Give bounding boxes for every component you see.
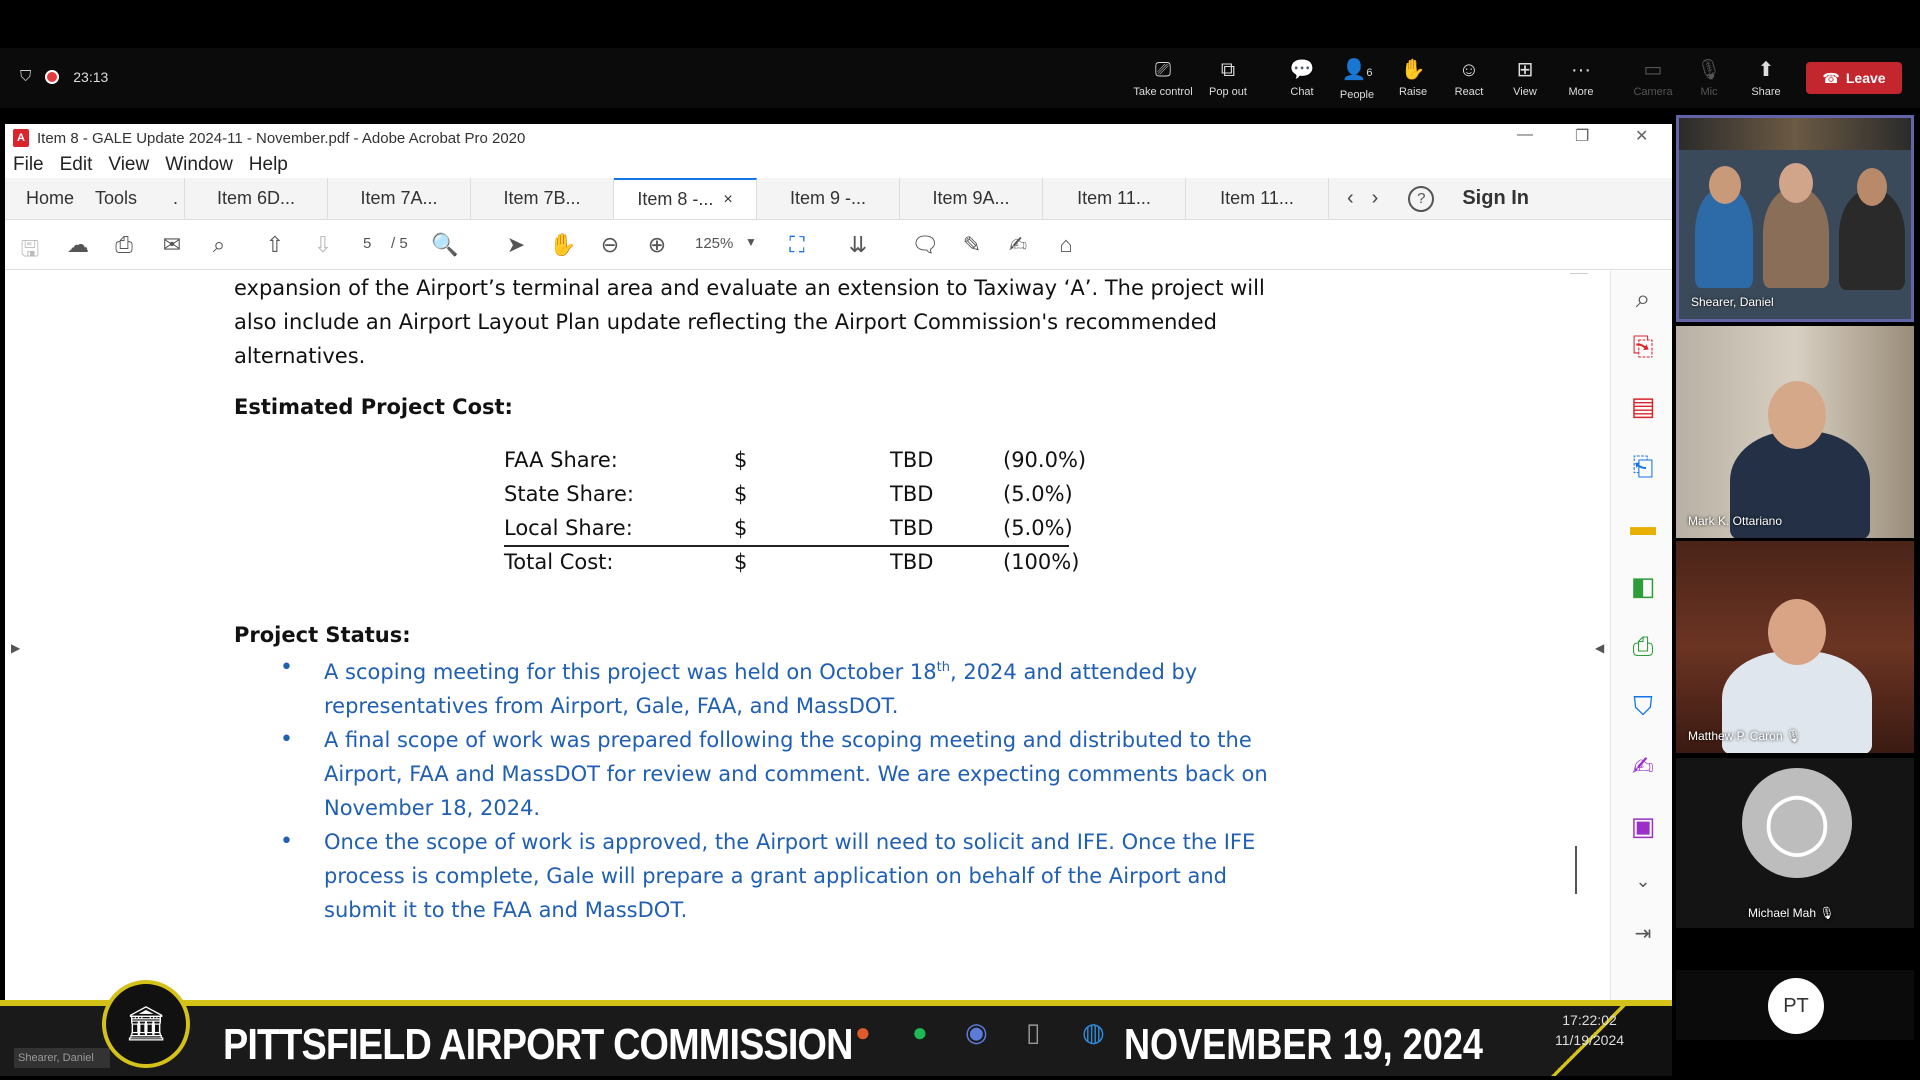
bullet-line: representatives from Airport, Gale, FAA, and MassDOT.	[324, 694, 899, 718]
default-avatar-icon: ◯	[1742, 768, 1852, 878]
tab-doc-label: Item 9 -...	[789, 188, 867, 208]
recording-time: 23:13	[73, 68, 109, 85]
mic-muted-icon: 🎙	[1785, 729, 1802, 743]
hand-tool-icon[interactable]: ✋	[549, 232, 577, 257]
participant-tile[interactable]	[1676, 541, 1914, 753]
leave-label: Leave	[1845, 70, 1886, 86]
tag-icon[interactable]: ⌂	[1059, 232, 1073, 257]
mic-off-icon: 🎙	[1696, 59, 1722, 81]
take-control-button[interactable]	[1131, 58, 1195, 98]
mic-muted-icon: 🎙	[1819, 906, 1835, 920]
clock-date: 11/19/2024	[1555, 1032, 1625, 1048]
video-face	[1709, 166, 1741, 204]
fill-sign-icon[interactable]: ✍	[1632, 751, 1654, 781]
close-tab-icon[interactable]: ×	[723, 190, 733, 208]
recording-dot-icon	[45, 70, 59, 84]
participant-name	[1688, 729, 1801, 743]
menu-bar	[5, 152, 1672, 178]
search-icon[interactable]: ⌕	[212, 232, 226, 257]
react-button[interactable]	[1437, 58, 1501, 98]
globe-icon[interactable]: ◍	[1082, 1017, 1105, 1047]
save-icon[interactable]: 🖫	[20, 236, 40, 261]
tab-home[interactable]	[5, 178, 95, 219]
video-face	[1857, 168, 1887, 206]
tab-doc-2[interactable]	[328, 178, 471, 219]
bullet-text: A scoping meeting for this project was held on October 18	[324, 660, 937, 684]
menu-view[interactable]: View	[108, 154, 150, 175]
create-pdf-icon[interactable]: ⎘	[1632, 331, 1654, 361]
tab-home-label: Home	[25, 188, 74, 208]
bullet-line: • A final scope of work was prepared following the scoping meeting and distributed to the	[324, 728, 1252, 752]
people-button[interactable]	[1325, 58, 1389, 101]
menu-window[interactable]: Window	[165, 154, 233, 175]
tab-doc-4-active[interactable]	[614, 178, 757, 219]
cost-label: FAA Share:	[504, 448, 618, 472]
cost-amount: TBD	[890, 448, 934, 472]
avatar-initials: PT	[1768, 978, 1824, 1034]
zoom-in-icon[interactable]: ⊕	[647, 232, 667, 257]
ellipsis-icon: ···	[1571, 59, 1591, 81]
teams-meeting-toolbar	[0, 48, 1920, 108]
tab-doc-label: Item 6D...	[216, 188, 296, 208]
zoom-out-icon[interactable]: ⊖	[600, 232, 620, 257]
room-background	[1679, 118, 1911, 150]
page-thumbnail-search-icon[interactable]: 🔍	[431, 232, 459, 257]
organize-pages-icon[interactable]: ▤	[1630, 391, 1656, 421]
mic-button[interactable]	[1677, 58, 1741, 98]
comment-rail-icon[interactable]: ▬	[1630, 511, 1656, 541]
react-label: React	[1454, 86, 1484, 98]
tools-right-rail	[1610, 271, 1672, 1000]
raise-hand-button[interactable]	[1381, 58, 1445, 98]
status-bullet-list	[234, 651, 1344, 927]
pop-out-icon: ⧉	[1220, 59, 1236, 81]
bullet-superscript: th	[936, 660, 950, 675]
participant-name-text: Matthew P. Caron	[1688, 729, 1783, 743]
tab-doc-6[interactable]	[900, 178, 1043, 219]
export-pdf-icon[interactable]: ⎗	[1632, 451, 1654, 481]
window-title: Item 8 - GALE Update 2024-11 - November.pdf - Adobe Acrobat Pro 2020	[37, 129, 526, 147]
presenter-label: Shearer, Daniel	[14, 1048, 110, 1068]
right-panel-toggle-icon[interactable]: ◀	[1595, 641, 1605, 655]
bullet-line: November 18, 2024.	[324, 796, 541, 820]
pop-out-button[interactable]	[1196, 58, 1260, 98]
people-label: People	[1339, 89, 1375, 101]
tab-navigation	[1347, 178, 1378, 219]
menu-file[interactable]: File	[13, 154, 44, 175]
page-up-icon[interactable]: ⇧	[265, 232, 285, 257]
share-button[interactable]	[1734, 58, 1798, 98]
zoom-level-select[interactable]: 125%	[695, 235, 734, 252]
cost-currency: $	[734, 550, 748, 574]
tab-tools-label: Tools	[95, 188, 138, 208]
camera-button[interactable]	[1621, 58, 1685, 98]
status-bullet	[234, 825, 1344, 927]
menu-help[interactable]: Help	[248, 154, 288, 175]
clock-time: 17:22:02	[1562, 1012, 1617, 1028]
acrobat-logo-icon: A	[13, 129, 29, 147]
tab-doc-label: Item 9A...	[932, 188, 1010, 208]
page-down-icon[interactable]: ⇩	[313, 232, 333, 257]
email-icon[interactable]: ✉	[162, 232, 182, 257]
more-label: More	[1568, 86, 1594, 98]
tab-doc-8[interactable]	[1186, 178, 1329, 219]
compare-icon[interactable]: ◧	[1630, 571, 1656, 601]
scrollbar-thumb[interactable]	[1575, 846, 1577, 894]
restore-icon[interactable]: ❐	[1575, 128, 1590, 145]
cost-currency: $	[734, 482, 748, 506]
intro-line: also include an Airport Layout Plan update reflecting the Airport Commission's recommended	[234, 310, 1218, 334]
status-heading: Project Status:	[234, 623, 411, 647]
video-face	[1768, 599, 1826, 665]
shield-icon: ⛉	[20, 68, 32, 85]
acrobat-toolbar	[5, 220, 1672, 270]
tab-doc-7[interactable]	[1043, 178, 1186, 219]
zoom-dropdown-icon[interactable]: ▼	[745, 235, 757, 249]
firefox-icon[interactable]: ●	[855, 1017, 871, 1047]
participant-name: Shearer, Daniel	[1691, 295, 1774, 309]
participant-name-text: Michael Mah	[1748, 906, 1817, 920]
cost-label: Local Share:	[504, 516, 633, 540]
tab-doc-label: Item 8 -...	[637, 189, 714, 209]
comment-icon[interactable]: 🗨	[911, 232, 939, 257]
tab-doc-label: Item 11...	[1077, 188, 1151, 208]
bullet-line: Airport, FAA and MassDOT for review and comment. We are expecting comments back on	[324, 762, 1268, 786]
cost-amount: TBD	[890, 550, 934, 574]
camera-label: Camera	[1633, 86, 1673, 98]
intro-paragraph	[234, 271, 1334, 373]
edit-pdf-icon[interactable]: ▣	[1630, 811, 1656, 841]
camera-off-icon: ▭	[1643, 59, 1663, 81]
collapse-rail-icon[interactable]: ⇥	[1634, 923, 1652, 945]
file-icon[interactable]: ▯	[1026, 1017, 1041, 1047]
more-tools-chevron-icon[interactable]: ⌄	[1635, 871, 1651, 891]
total-pages: / 5	[391, 235, 408, 252]
cost-amount: TBD	[890, 516, 934, 540]
participant-overflow-tile[interactable]	[1676, 970, 1914, 1040]
cost-percent: (90.0%)	[1003, 448, 1087, 472]
tab-bar	[5, 178, 1672, 220]
bullet-text: , 2024 and attended by	[949, 660, 1198, 684]
recording-indicator	[20, 68, 108, 85]
status-bullet	[234, 651, 1344, 723]
mic-label: Mic	[1700, 86, 1718, 98]
print-icon[interactable]: ⎙	[115, 232, 133, 257]
banner-title: PITTSFIELD AIRPORT COMMISSION	[223, 1020, 853, 1069]
chat-label: Chat	[1290, 86, 1314, 98]
window-titlebar	[5, 124, 1672, 152]
status-bullet	[234, 723, 1344, 825]
acrobat-window	[5, 124, 1672, 1000]
bullet-line: process is complete, Gale will prepare a grant application on behalf of the Airport and	[324, 864, 1227, 888]
cost-percent: (100%)	[1003, 550, 1080, 574]
tab-doc-label: Item 7A...	[360, 188, 438, 208]
eye-app-icon[interactable]: ◉	[965, 1017, 988, 1047]
sign-icon[interactable]: ✍	[1008, 232, 1028, 257]
cost-heading: Estimated Project Cost:	[234, 395, 513, 419]
pop-out-label: Pop out	[1209, 86, 1247, 98]
cost-amount: TBD	[890, 482, 934, 506]
system-clock	[1555, 1010, 1624, 1050]
participant-name	[1748, 906, 1835, 920]
intro-line: expansion of the Airport’s terminal area and evaluate an extension to Taxiway ‘A’. The project will	[234, 276, 1265, 300]
take-control-icon: ⎚	[1155, 59, 1171, 81]
select-cursor-icon[interactable]: ➤	[506, 232, 526, 257]
cost-percent: (5.0%)	[1003, 482, 1073, 506]
participant-name: Mark K. Ottariano	[1688, 514, 1783, 528]
view-button[interactable]	[1493, 58, 1557, 98]
take-control-label: Take control	[1133, 86, 1193, 98]
bullet-line: • Once the scope of work is approved, the Airport will need to solicit and IFE. Once the IFE	[324, 830, 1256, 854]
bullet-line	[324, 651, 1344, 689]
raise-label: Raise	[1398, 86, 1428, 98]
upload-cloud-icon[interactable]: ☁	[67, 232, 89, 257]
video-person	[1763, 188, 1829, 288]
scroll-mode-icon[interactable]: ⇊	[848, 232, 868, 257]
highlight-pen-icon[interactable]: ✎	[962, 232, 982, 257]
people-icon: 👤6	[1341, 59, 1373, 81]
document-view[interactable]	[5, 271, 1610, 1000]
bullet-line: submit it to the FAA and MassDOT.	[324, 898, 688, 922]
smiley-icon: ☺	[1458, 59, 1480, 81]
meeting-title-banner	[0, 1000, 1672, 1076]
tab-doc-label: Item 11...	[1220, 188, 1294, 208]
current-page-input[interactable]: 5	[363, 235, 372, 252]
cost-currency: $	[734, 516, 748, 540]
chevron-left-icon[interactable]: ‹	[1347, 187, 1354, 209]
tab-doc-1[interactable]	[185, 178, 328, 219]
minimize-icon[interactable]: —	[1517, 126, 1533, 143]
banner-date: NOVEMBER 19, 2024	[1124, 1020, 1483, 1069]
cost-label: State Share:	[504, 482, 634, 506]
intro-line: alternatives.	[234, 344, 366, 368]
zoom-search-icon[interactable]: ⌕	[1635, 283, 1651, 313]
tab-doc-3[interactable]	[471, 178, 614, 219]
share-icon: ⬆	[1757, 59, 1775, 81]
participant-tile-active[interactable]	[1676, 115, 1914, 322]
city-seal-logo: 🏛	[102, 980, 190, 1068]
participant-tile[interactable]	[1676, 326, 1914, 538]
cost-currency: $	[734, 448, 748, 472]
close-window-icon[interactable]: ✕	[1635, 128, 1649, 145]
leave-button[interactable]	[1806, 62, 1902, 94]
menu-edit[interactable]: Edit	[59, 154, 93, 175]
cost-percent: (5.0%)	[1003, 516, 1073, 540]
cost-label: Total Cost:	[504, 550, 614, 574]
people-count: 6	[1366, 67, 1373, 79]
protect-shield-icon[interactable]: ⛉	[1633, 691, 1653, 721]
video-face	[1768, 381, 1826, 449]
fit-page-icon[interactable]: ⛶	[789, 232, 805, 257]
participant-tile[interactable]	[1676, 758, 1914, 928]
hand-icon: ✋	[1400, 59, 1426, 81]
share-label: Share	[1751, 86, 1781, 98]
chevron-right-icon[interactable]: ›	[1371, 187, 1379, 209]
left-panel-toggle-icon[interactable]: ▶	[11, 641, 21, 655]
grid-icon: ⊞	[1516, 59, 1534, 81]
tab-doc-5[interactable]	[757, 178, 900, 219]
tab-tools[interactable]	[95, 178, 185, 219]
tab-doc-label: Item 7B...	[503, 188, 581, 208]
more-button[interactable]	[1549, 58, 1613, 98]
help-icon[interactable]: ?	[1408, 186, 1434, 212]
spotify-icon[interactable]: ●	[912, 1017, 928, 1047]
sign-in-button[interactable]: Sign In	[1462, 187, 1530, 209]
tab-dot: .	[173, 188, 179, 208]
phone-icon: ☎	[1822, 69, 1840, 86]
print-production-icon[interactable]: ⎙	[1632, 631, 1654, 661]
view-label: View	[1513, 86, 1537, 98]
scrollbar-top[interactable]	[1570, 273, 1588, 281]
video-face	[1779, 163, 1813, 203]
chat-icon: 💬	[1289, 59, 1315, 81]
